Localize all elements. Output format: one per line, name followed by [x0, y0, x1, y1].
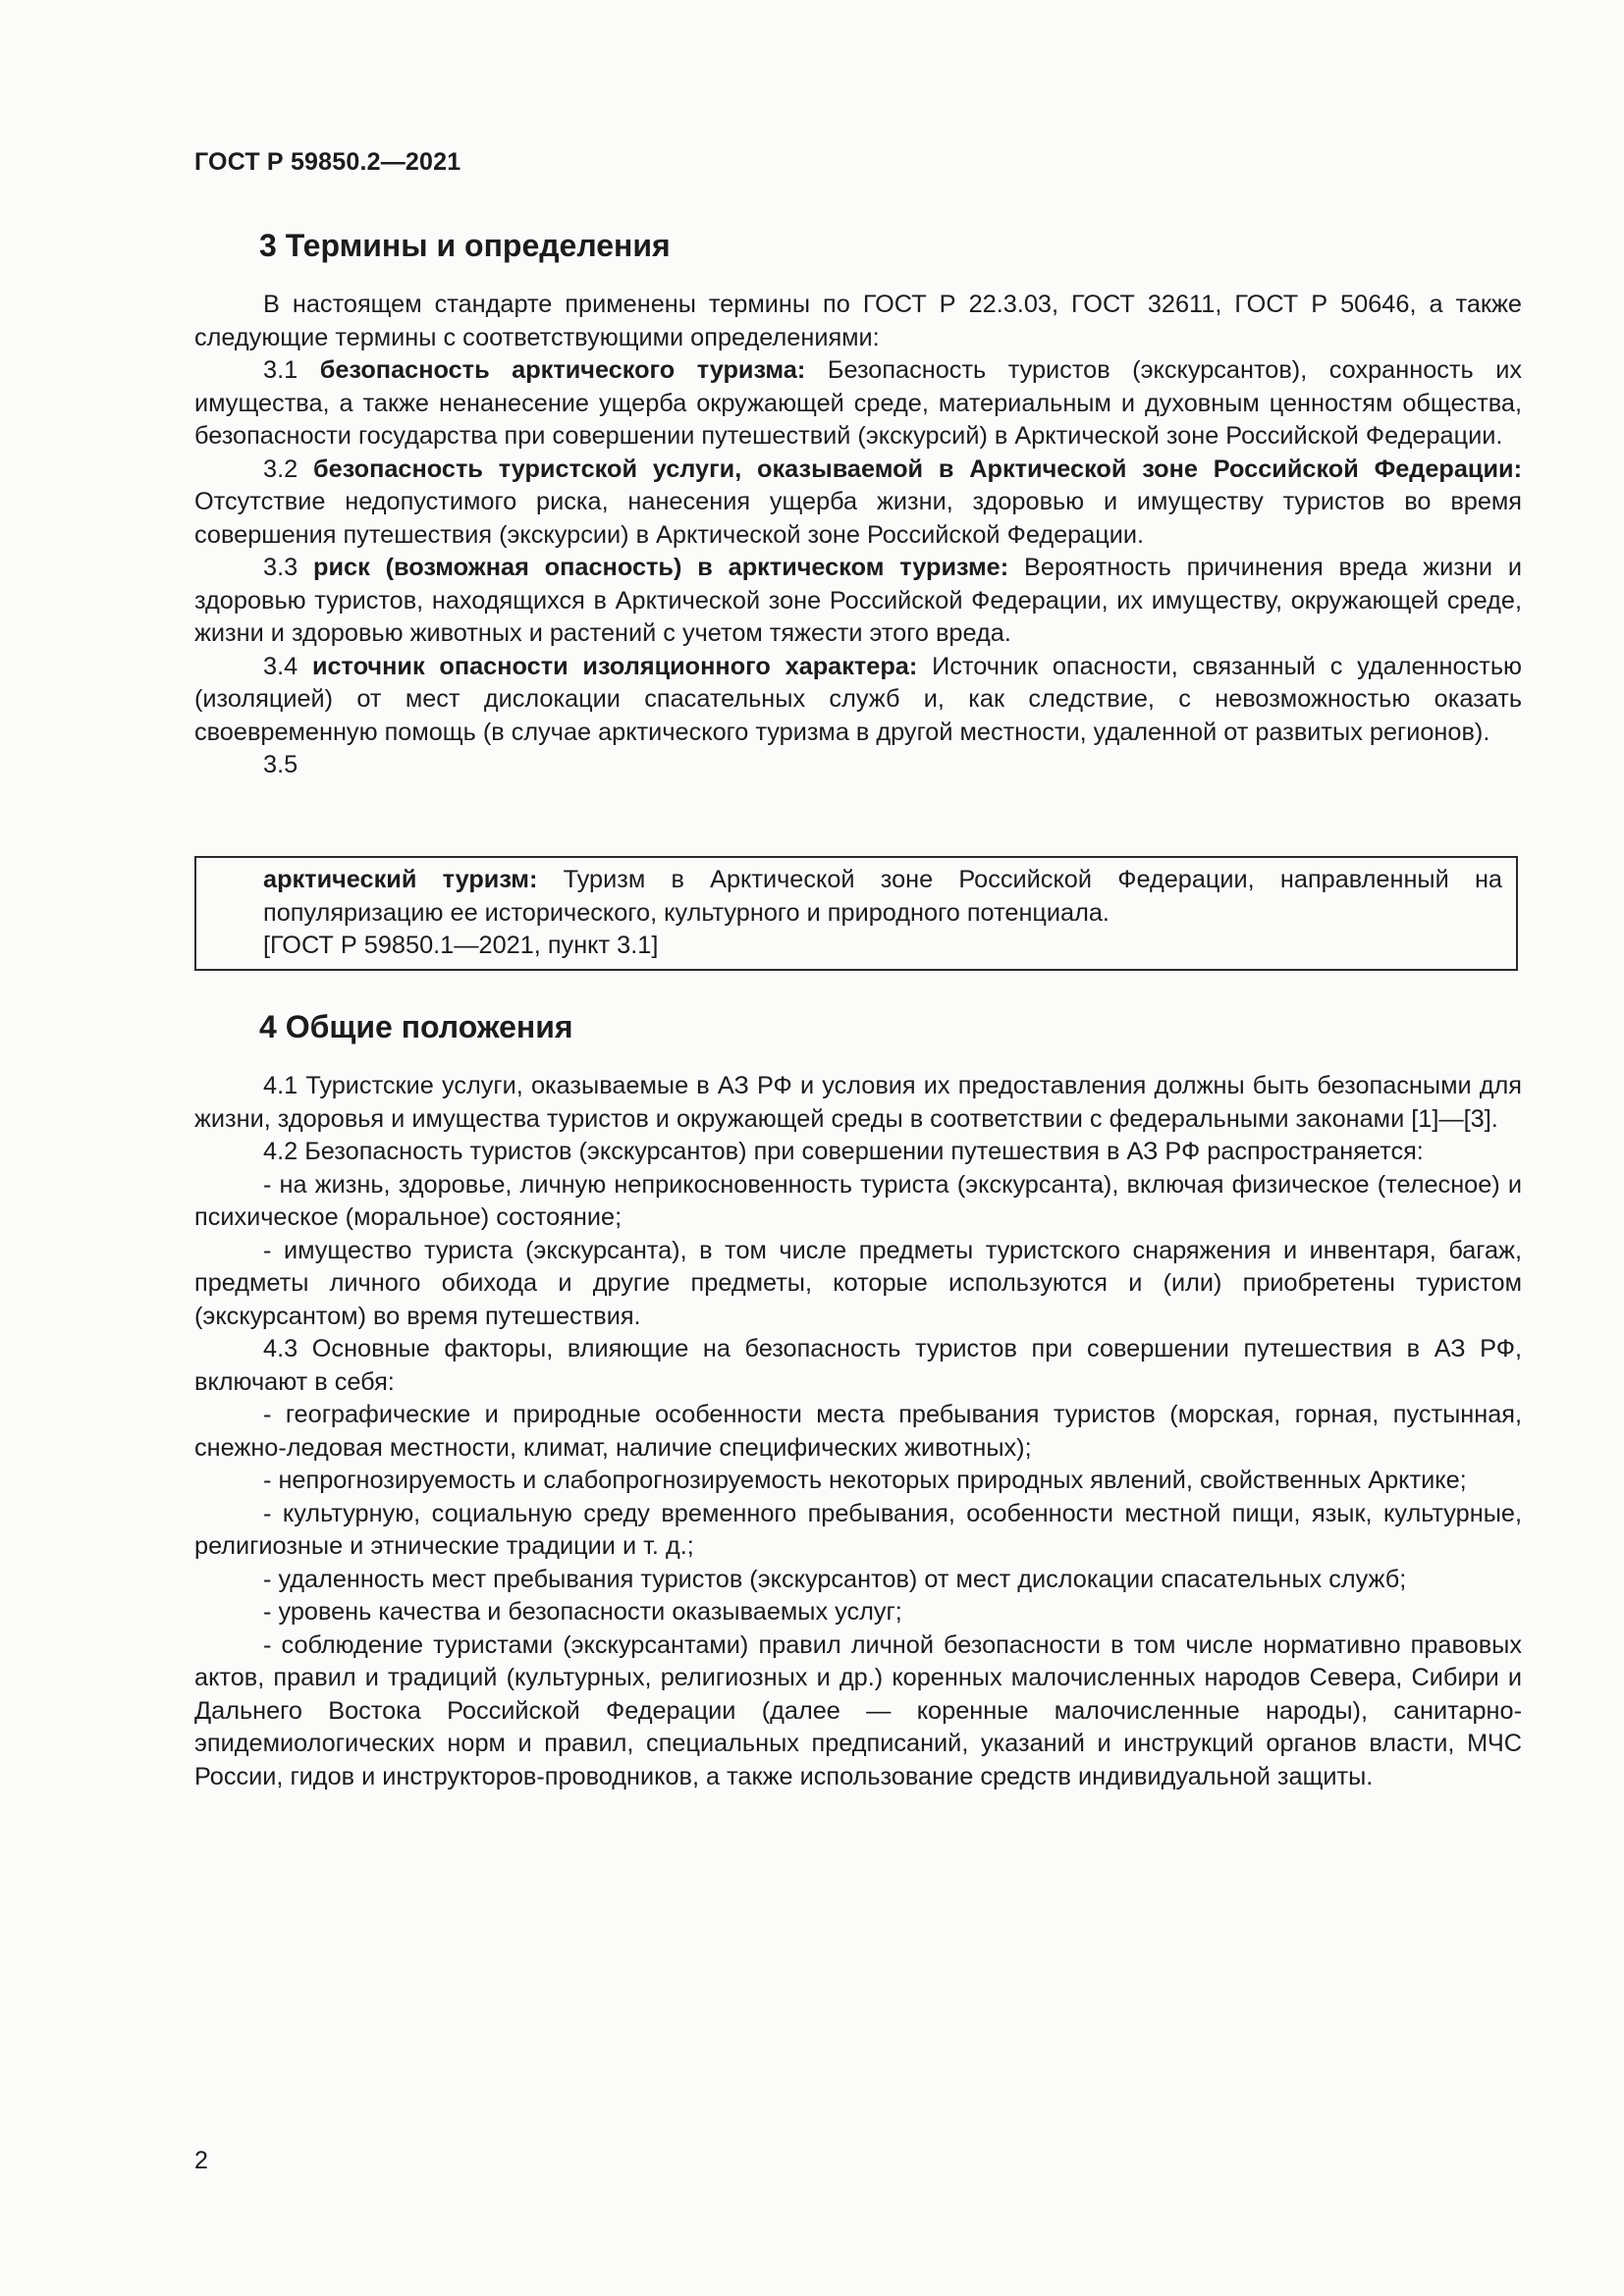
term-3-1-definition: Безопасность туристов (экскурсантов), сохранность их имущества, а также ненанесение ущерба окружающей среде, материальным и духовным ценностям общества, безопасности государства при совершении путешествий (экскурсий) в Арктической зоне Российской Федерации. [194, 356, 1522, 450]
section-3-title: 3 Термины и определения [259, 228, 671, 263]
section-3-intro: В настоящем стандарте применены термины по ГОСТ Р 22.3.03, ГОСТ 32611, ГОСТ Р 50646, а также следующие термины с соответствующими определениями: [194, 291, 1522, 351]
clause-4-3-item-4: - удаленность мест пребывания туристов (экскурсантов) от мест дислокации спасательных служб; [263, 1565, 1407, 1593]
clause-4-1: 4.1 Туристские услуги, оказываемые в АЗ РФ и условия их предоставления должны быть безопасными для жизни, здоровья и имущества туристов и окружающей среды в соответствии с федеральными законами [1]—[3]. [194, 1072, 1522, 1133]
clause-4-3-item-1: - географические и природные особенности места пребывания туристов (морская, горная, пустынная, снежно-ледовая местности, климат, наличие специфических животных); [194, 1401, 1522, 1462]
clause-4-2-item-1: - на жизнь, здоровье, личную неприкосновенность туриста (экскурсанта), включая физическое (телесное) и психическое (моральное) состояние; [194, 1170, 1522, 1231]
term-3-2: 3.2 безопасность туристской услуги, оказываемой в Арктической зоне Российской Федерации: Отсутствие недопустимого риска, нанесения ущерба жизни, здоровью и имуществу туристов во время совершения путешествия (экскурсии) в Арктической зоне Российской Федерации. [194, 454, 1522, 549]
clause-4-2: 4.2 Безопасность туристов (экскурсантов) при совершении путешествия в АЗ РФ распространяется: [263, 1138, 1424, 1165]
term-3-4-definition: Источник опасности, связанный с удаленностью (изоляцией) от мест дислокации спасательных служб и, как следствие, с невозможностью оказать своевременную помощь (в случае арктического туризма в другой местности, удаленной от развитых регионов). [194, 652, 1522, 746]
term-3-4: 3.4 источник опасности изоляционного характера: Источник опасности, связанный с удаленностью (изоляцией) от мест дислокации спасательных служб и, как следствие, с невозможностью оказать своевременную помощь (в случае арктического туризма в другой местности, удаленной от развитых регионов). [194, 652, 1522, 746]
term-3-3-name: риск (возможная опасность) в арктическом туризме: [313, 554, 1009, 581]
clause-4-3: 4.3 Основные факторы, влияющие на безопасность туристов при совершении путешествия в АЗ РФ, включают в себя: [194, 1335, 1522, 1396]
page-number: 2 [194, 2147, 208, 2174]
term-3-5-definition: Туризм в Арктической зоне Российской Федерации, направленный на популяризацию ее исторического, культурного и природного потенциала. [263, 866, 1502, 927]
clause-4-3-item-2: - непрогнозируемость и слабопрогнозируемость некоторых природных явлений, свойственных Арктике; [263, 1467, 1467, 1494]
term-3-5-reference: [ГОСТ Р 59850.1—2021, пункт 3.1] [263, 932, 659, 959]
term-3-2-definition: Отсутствие недопустимого риска, нанесения ущерба жизни, здоровью и имуществу туристов во время совершения путешествия (экскурсии) в Арктической зоне Российской Федерации. [194, 488, 1522, 549]
term-3-5-name: арктический туризм: [263, 866, 538, 893]
clause-4-3-item-5: - уровень качества и безопасности оказываемых услуг; [263, 1598, 902, 1626]
term-3-5-box [194, 856, 1518, 971]
section-4-body [194, 1070, 1522, 1793]
term-3-1-name: безопасность арктического туризма: [319, 356, 806, 384]
clause-4-2-item-2: - имущество туриста (экскурсанта), в том числе предметы туристского снаряжения и инвентаря, багаж, предметы личного обихода и другие предметы, которые используются и (или) приобретены туристом (экскурсантом) во время путешествия. [194, 1236, 1522, 1330]
clause-4-3-item-3: - культурную, социальную среду временного пребывания, особенности местной пищи, язык, культурные, религиозные и этнические традиции и т. д.; [194, 1499, 1522, 1560]
clause-4-3-item-6: - соблюдение туристами (экскурсантами) правил личной безопасности в том числе нормативно правовых актов, правил и традиций (культурных, религиозных и др.) коренных малочисленных народов Севера, Сибири и Дальнего Востока Российской Федерации (далее — коренные малочисленные народы), санитарно-эпидемиологических норм и правил, специальных предписаний, указаний и инструкций органов власти, МЧС России, гидов и инструкторов-проводников, а также использование средств индивидуальной защиты. [194, 1630, 1522, 1790]
term-3-5 [263, 864, 1502, 930]
term-3-1: 3.1 безопасность арктического туризма: Безопасность туристов (экскурсантов), сохранность их имущества, а также ненанесение ущерба окружающей среде, материальным и духовным ценностям общества, безопасности государства при совершении путешествий (экскурсий) в Арктической зоне Российской Федерации. [194, 356, 1522, 450]
term-3-2-name: безопасность туристской услуги, оказываемой в Арктической зоне Российской Федерации: [312, 454, 1522, 483]
term-3-3-definition: Вероятность причинения вреда жизни и здоровью туристов, находящихся в Арктической зоне Российской Федерации, их имуществу, окружающей среде, жизни и здоровью животных и растений с учетом тяжести этого вреда. [194, 554, 1522, 647]
term-3-3: 3.3 риск (возможная опасность) в арктическом туризме: Вероятность причинения вреда жизни и здоровью туристов, находящихся в Арктической зоне Российской Федерации, их имуществу, окружающей среде, жизни и здоровью животных и растений с учетом тяжести этого вреда. [194, 554, 1522, 647]
section-3-body [194, 289, 1522, 782]
document-code: ГОСТ Р 59850.2—2021 [194, 148, 461, 176]
term-3-4-name: источник опасности изоляционного характера: [311, 652, 918, 680]
section-4-title: 4 Общие положения [259, 1009, 573, 1044]
term-3-5-number: 3.5 [263, 751, 298, 778]
